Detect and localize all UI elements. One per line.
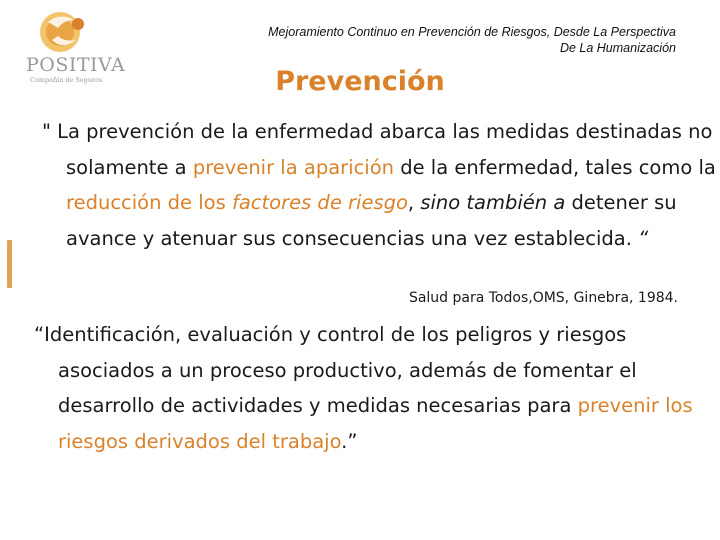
slide-header — [156, 24, 676, 56]
left-accent-bar — [7, 240, 12, 288]
p1-text-4: detener su avance y atenuar sus consecuencias una vez establecida. — [66, 191, 677, 250]
p1-text-2: de la enfermedad, tales como la — [394, 155, 716, 179]
p1-closing-quote: “ — [638, 226, 649, 250]
quote-paragraph-1 — [42, 114, 716, 256]
p1-text-1: " La prevención de la enfermedad abarca las medidas destinadas no solamente a — [42, 120, 713, 179]
p2-text-1: “Identificación, evaluación y control de los peligros y riesgos asociados a un proceso productivo, además de fomentar el desarrollo de actividades y medidas necesarias para — [34, 323, 637, 417]
header-line-1: Mejoramiento Continuo en Prevención de Riesgos, Desde La Perspectiva — [268, 25, 676, 39]
p1-italic-text: sino también a — [420, 191, 566, 214]
sun-logo-icon — [18, 10, 128, 60]
header-line-2: De La Humanización — [559, 41, 676, 55]
p1-highlight-italic: factores de riesgo — [231, 191, 408, 214]
p1-highlight-2: reducción de los — [66, 191, 232, 214]
p1-highlight-1: prevenir la aparición — [192, 155, 395, 179]
citation: Salud para Todos,OMS, Ginebra, 1984. — [408, 290, 678, 306]
slide-title: Prevención — [275, 66, 445, 97]
logo-wordmark: POSITIVA — [26, 54, 126, 76]
p1-text-3: , — [407, 191, 421, 214]
p2-highlight-1: prevenir los riesgos derivados del trabajo — [58, 394, 693, 453]
logo-subtitle: Compañía de Seguros — [30, 76, 103, 84]
quote-paragraph-2 — [34, 317, 708, 459]
p2-text-2: .” — [341, 429, 358, 453]
